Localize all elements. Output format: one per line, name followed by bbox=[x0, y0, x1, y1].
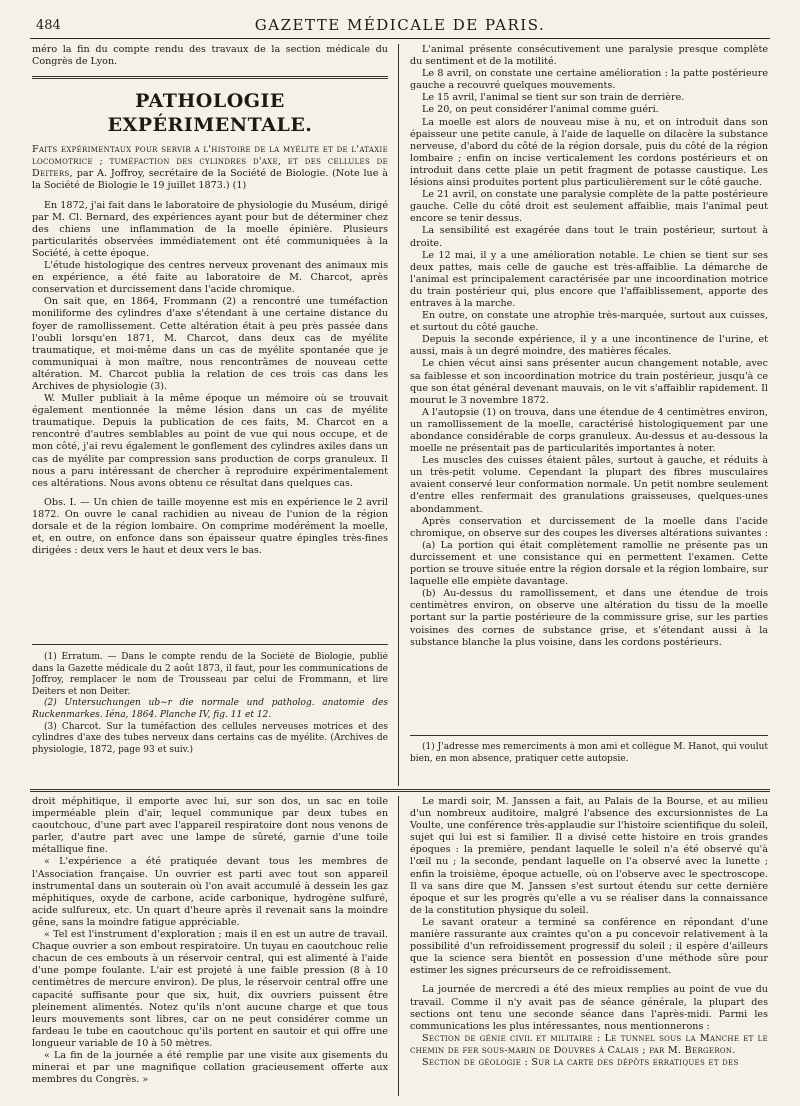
paragraph: Le savant orateur a terminé sa conférence en répondant d'une manière rassurante aux craintes qu'on a pu concevoir relativement à la possibilité d'un refroidissement progressif du soleil ; il espère d'ailleurs que la science sera bientôt en possession d'une méthode sûre pour estimer les signes précurseurs de ce refroidissement. bbox=[410, 916, 768, 977]
article-title-byline: par A. Joffroy, secrétaire de la Société de Biologie. (Note lue à la Société de Biologie le 19 juillet 1873.) (1) bbox=[32, 168, 388, 192]
paragraph: « L'expérience a été pratiquée devant tous les membres de l'Association française. Un ouvrier est parti avec tout son appareil instrumental dans un souterain où l'on avait accumulé à dessein les gaz méphitiques, oxyde de carbone, acide carbonique, hydrogène sulfuré, acide sulfureux, etc. Un quart d'heure après il revenait sans la moindre gêne, sans la moindre fatigue appréciable. bbox=[32, 856, 388, 928]
paragraph: Le mardi soir, M. Janssen a fait, au Palais de la Bourse, et au milieu d'un nombreux auditoire, malgré l'absence des excursionnistes de La Voulte, une conférence très-applaudie sur l'histoire scientifique du soleil, sujet qui lui est si familier. Il a divisé cette histoire en trois grandes époques : la première, pendant laquelle le soleil n'a été observé qu'à l'œil nu ; la seconde, pendant laquelle on l'a observé avec la lunette ; enfin la troisième, époque actuelle, où on l'observe avec le spectroscope. Il va sans dire que M. Janssen s'est surtout étendu sur cette dernière époque et sur les progrès qu'elle a vu se réaliser dans la connaissance de la constitution physique du soleil. bbox=[410, 796, 768, 916]
upper-left-footnotes bbox=[32, 652, 388, 777]
journal-title: GAZETTE MÉDICALE DE PARIS. bbox=[254, 16, 546, 34]
paragraph: droit méphitique, il emporte avec lui, sur son dos, un sac en toile imperméable plein d'air, lequel communique par deux tubes en caoutchouc, d'une part avec l'appareil respiratoire dont nous venons de parler, d'autre part avec une lampe de sûreté, garnie d'une toile métallique fine. bbox=[32, 796, 388, 856]
lower-left-column bbox=[32, 796, 388, 1096]
paragraph: La moelle est alors de nouveau mise à nu, et on introduit dans son épaisseur une petite canule, à l'aide de laquelle on dilacère la substance nerveuse, d'abord du côté de la région dorsale, puis du côté de la région lombaire ; enfin on incise verticalement les cordons postérieurs et on introduit dans cette plaie un petit fragment de potasse caustique. Les lésions ainsi produites portent plus particulièrement sur le côté gauche. bbox=[410, 116, 768, 189]
paragraph: La sensibilité est exagérée dans tout le train postérieur, surtout à droite. bbox=[410, 225, 768, 249]
paragraph: Le 15 avril, l'animal se tient sur son train de derrière. bbox=[422, 92, 685, 104]
paragraph: Les muscles des cuisses étaient pâles, surtout à gauche, et réduits à un très-petit volume. Cependant la plupart des fibres musculaires avaient conservé leur conformation normale. Un petit nombre seulement d'entre elles renfermait des granulations graisseuses, quelques-unes abondamment. bbox=[410, 455, 768, 515]
paragraph: Le 12 mai, il y a une amélioration notable. Le chien se tient sur ses deux pattes, mais celle de gauche est très-affaiblie. La démarche de l'animal est principalement caractérisée par une incoordination motrice du train postérieur qui, plus encore que l'affaiblissement, apporte des entraves à la marche. bbox=[410, 249, 768, 309]
column-rule bbox=[398, 796, 399, 1096]
footnote: (1) J'adresse mes remerciments à mon ami et collègue M. Hanot, qui voulut bien, en mon absence, pratiquer cette autopsie. bbox=[410, 742, 768, 764]
paragraph: « La fin de la journée a été remplie par une visite aux gisements du minerai et par une magnifique collation gracieusement offerte aux membres du Congrès. » bbox=[32, 1049, 388, 1086]
paragraph: La journée de mercredi a été des mieux remplies au point de vue du travail. Comme il n'y avait pas de séance générale, la plupart des sections ont tenu une seconde séance dans l'après-midi. Parmi les communications les plus intéressantes, nous mentionnerons : bbox=[410, 984, 768, 1032]
footnote: (1) Erratum. — Dans le compte rendu de la Société de Biologie, publié dans la Gazette médicale du 2 août 1873, il faut, pour les communications de Joffroy, remplacer le nom de Trousseau par celui de Frommann, et lire Deiters et non Deiter. bbox=[32, 652, 388, 697]
article-title-smallcaps: Faits expérimentaux pour servir a l'histoire de la myélite et de l'ataxie locomotrice ; tuméfaction des cylindres d'axe, et des cellules de Deiters, bbox=[32, 144, 388, 180]
lower-right-column bbox=[410, 796, 768, 1096]
section-title: PATHOLOGIE EXPÉRIMENTALE. bbox=[107, 90, 313, 137]
paragraph: (b) Au-dessus du ramollissement, et dans une étendue de trois centimètres environ, on observe une altération du tissu de la moelle portant sur la partie postérieure de la commissure grise, sur les parties voisines des cornes de substance grise, et s'étendant aussi à la substance blanche la plus voisine, dans les cordons postérieurs. bbox=[410, 588, 768, 648]
upper-right-column bbox=[410, 44, 768, 724]
paragraph: Le chien vécut ainsi sans présenter aucun changement notable, avec sa faiblesse et son incoordination motrice du train postérieur, jusqu'à ce que son état général devenant mauvais, on le vit s'affaiblir rapidement. Il mourut le 3 novembre 1872. bbox=[410, 358, 768, 406]
paragraph: A l'autopsie (1) on trouva, dans une étendue de 4 centimètres environ, un ramollissement de la moelle, caractérisé histologiquement par une abondance considérable de corps granuleux. Au-dessus et au-dessous la moelle ne présentait pas de particularités importantes à noter. bbox=[410, 406, 768, 455]
paragraph: (a) La portion qui était complètement ramollie ne présente pas un durcissement et une consistance qui en permettent l'examen. Cette portion se trouve située entre la région dorsale et la région lombaire, sur laquelle elle empiète davantage. bbox=[410, 539, 768, 588]
section-divider bbox=[30, 789, 770, 792]
paragraph: L'animal présente consécutivement une paralysie presque complète du sentiment et de la motilité. bbox=[410, 44, 768, 68]
footnote: (3) Charcot. Sur la tuméfaction des cellules nerveuses motrices et des cylindres d'axe des tubes nerveux dans certains cas de myélite. (Archives de physiologie, 1872, page 93 et suiv.) bbox=[32, 721, 388, 755]
footnote-divider bbox=[410, 735, 768, 736]
upper-right-footnote bbox=[410, 742, 768, 782]
intro-paragraph: méro la fin du compte rendu des travaux de la section médicale du Congrès de Lyon. bbox=[32, 44, 388, 68]
paragraph: Section de génie civil et militaire : Le tunnel sous la Manche et le chemin de fer sous-marin de Douvres à Calais ; par M. Bergeron. bbox=[410, 1032, 768, 1056]
page-number: 484 bbox=[36, 18, 61, 33]
section-divider bbox=[32, 76, 388, 79]
paragraph: Le 20, on peut considérer l'animal comme guéri. bbox=[422, 104, 659, 116]
paragraph: Le 8 avril, on constate une certaine amélioration : la patte postérieure gauche a recouvré quelques mouvements. bbox=[410, 68, 768, 92]
article-title bbox=[32, 144, 388, 192]
upper-left-column bbox=[32, 44, 388, 599]
paragraph: Depuis la seconde expérience, il y a une incontinence de l'urine, et aussi, mais à un degré moindre, des matières fécales. bbox=[410, 334, 768, 358]
paragraph: On sait que, en 1864, Frommann (2) a rencontré une tuméfaction moniliforme des cylindres d'axe s'étendant à une certaine distance du foyer de ramollissement. Cette altération était à peu près passée dans l'oubli lorsqu'en 1871, M. Charcot, dans deux cas de myélite traumatique, et moi-même dans un cas de myélite spontanée que je communiquai à mon maître, nous rencontrâmes de nouveau cette altération. M. Charcot publia la relation de ces trois cas dans les Archives de physiologie (3). bbox=[32, 296, 388, 392]
paragraph: W. Muller publiait à la même époque un mémoire où se trouvait également mentionnée la même lésion dans un cas de myélite traumatique. Depuis la publication de ces faits, M. Charcot en a rencontré d'autres semblables au point de vue qui nous occupe, et de mon côté, j'ai revu également le gonflement des cylindres axiles dans un cas de myélite par compression sans production de corps granuleux. Il nous a paru intéressant de chercher à reproduire expérimentalement ces altérations. Nous avons obtenu ce résultat dans quelques cas. bbox=[32, 393, 388, 489]
paragraph: L'étude histologique des centres nerveux provenant des animaux mis en expérience, a été faite au laboratoire de M. Charcot, après conservation et durcissement dans l'acide chromique. bbox=[32, 260, 388, 296]
paragraph: En 1872, j'ai fait dans le laboratoire de physiologie du Muséum, dirigé par M. Cl. Bernard, des expériences ayant pour but de déterminer chez des chiens une inflammation de la moelle épinière. Plusieurs particularités observées immédiatement ont été communiquées à la Société, à cette époque. bbox=[32, 199, 388, 259]
footnote: (2) Untersuchungen ub~r die normale und patholog. anatomie des Ruckenmarkes. Iéna, 1864. Planche IV, fig. 11 et 12. bbox=[32, 698, 388, 720]
paragraph: Le 21 avril, on constate une paralysie complète de la patte postérieure gauche. Celle du côté droit est seulement affaiblie, mais l'animal peut encore se tenir dessus. bbox=[410, 189, 768, 225]
paragraph: Section de géologie : Sur la carte des dépôts erratiques et des bbox=[422, 1056, 739, 1068]
paragraph: En outre, on constate une atrophie très-marquée, surtout aux cuisses, et surtout du côté gauche. bbox=[410, 310, 768, 334]
paragraph: « Tel est l'instrument d'exploration ; mais il en est un autre de travail. Chaque ouvrier a son embout respiratoire. Un tuyau en caoutchouc relie chacun de ces embouts à un réservoir central, qui est alimenté à l'aide d'une pompe foulante. L'air est projeté à une faible pression (8 à 10 centimètres de mercure environ). De plus, le réservoir central offre une capacité suffisante pour que six, huit, dix ouvriers puissent être pleinement alimentés. Notez qu'ils n'ont aucune charge et que tous leurs mouvements sont libres, car on ne peut considérer comme un fardeau le tube en caoutchouc qu'ils portent en sautoir et qui offre une longueur variable de 10 à 50 mètres. bbox=[32, 929, 388, 1049]
column-rule bbox=[398, 44, 399, 786]
footnote-divider bbox=[32, 644, 388, 645]
observation-paragraph: Obs. I. — Un chien de taille moyenne est mis en expérience le 2 avril 1872. On ouvre le canal rachidien au niveau de l'union de la région dorsale et de la région lombaire. On comprime modérément la moelle, et, en outre, on enfonce dans son épaisseur quatre épingles très-fines dirigées : deux vers le haut et deux vers le bas. bbox=[32, 496, 388, 557]
paragraph: Après conservation et durcissement de la moelle dans l'acide chromique, on observe sur des coupes les diverses altérations suivantes : bbox=[410, 515, 768, 539]
page-header bbox=[30, 12, 770, 39]
